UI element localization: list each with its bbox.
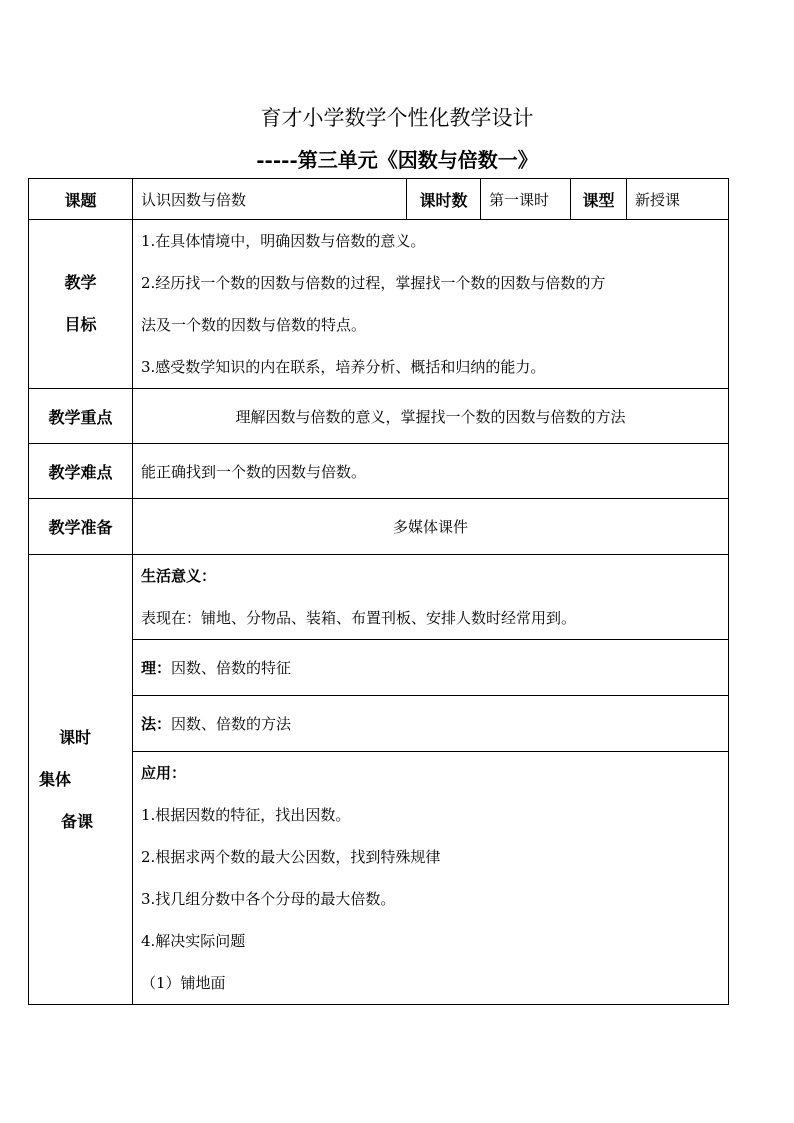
apply-item: 2.根据求两个数的最大公因数，找到特殊规律	[141, 848, 441, 866]
goals-label	[29, 220, 133, 389]
collective-label	[29, 555, 133, 1005]
fa-cell	[133, 696, 729, 752]
difficulty-label: 教学难点	[29, 444, 133, 499]
page-title: 育才小学数学个性化教学设计	[260, 106, 534, 130]
difficulty-row	[29, 444, 729, 499]
life-meaning-title: 生活意义：	[141, 567, 217, 585]
apply-item: （1）铺地面	[141, 974, 226, 992]
fa-text: 因数、倍数的方法	[171, 715, 292, 733]
goal-item: 法及一个数的因数与倍数的特点。	[141, 316, 367, 334]
type-label: 课型	[571, 179, 627, 220]
prep-value: 多媒体课件	[133, 499, 729, 555]
apply-item: 4.解决实际问题	[141, 932, 246, 950]
goals-content	[133, 220, 729, 389]
keypoint-value: 理解因数与倍数的意义，掌握找一个数的因数与倍数的方法	[133, 389, 729, 444]
li-cell	[133, 640, 729, 696]
hours-label: 课时数	[407, 179, 481, 220]
life-row	[29, 555, 729, 640]
li-title: 理：	[141, 659, 172, 677]
keypoint-label: 教学重点	[29, 389, 133, 444]
apply-row	[29, 752, 729, 1005]
fa-row	[29, 696, 729, 752]
goals-label-line1: 教学	[64, 273, 97, 292]
apply-title: 应用：	[141, 764, 187, 782]
fa-title: 法：	[141, 715, 172, 733]
life-meaning-text: 表现在：铺地、分物品、装箱、布置刊板、安排人数时经常用到。	[141, 609, 577, 627]
li-text: 因数、倍数的特征	[171, 659, 292, 677]
page-subtitle: -----第三单元《因数与倍数一》	[256, 148, 538, 172]
prep-label: 教学准备	[29, 499, 133, 555]
type-value: 新授课	[627, 179, 729, 220]
keypoint-row	[29, 389, 729, 444]
goal-item: 1.在具体情境中，明确因数与倍数的意义。	[141, 232, 426, 250]
apply-cell	[133, 752, 729, 1005]
collective-label-line1: 课时	[59, 727, 92, 747]
goal-item: 3.感受数学知识的内在联系，培养分析、概括和归纳的能力。	[141, 358, 546, 376]
topic-value: 认识因数与倍数	[133, 179, 407, 220]
topic-label: 课题	[29, 179, 133, 220]
lesson-plan-table	[28, 178, 729, 1005]
life-meaning-cell	[133, 555, 729, 640]
goal-item: 2.经历找一个数的因数与倍数的过程，掌握找一个数的因数与倍数的方	[141, 274, 606, 292]
apply-item: 1.根据因数的特征，找出因数。	[141, 806, 351, 824]
li-row	[29, 640, 729, 696]
collective-label-line2: 集体	[39, 769, 72, 789]
collective-label-line3: 备课	[61, 811, 94, 831]
topic-row	[29, 179, 729, 220]
hours-value: 第一课时	[481, 179, 571, 220]
difficulty-value: 能正确找到一个数的因数与倍数。	[133, 444, 729, 499]
prep-row	[29, 499, 729, 555]
goals-row	[29, 220, 729, 389]
apply-item: 3.找几组分数中各个分母的最大倍数。	[141, 890, 396, 908]
goals-label-line2: 目标	[64, 315, 97, 334]
